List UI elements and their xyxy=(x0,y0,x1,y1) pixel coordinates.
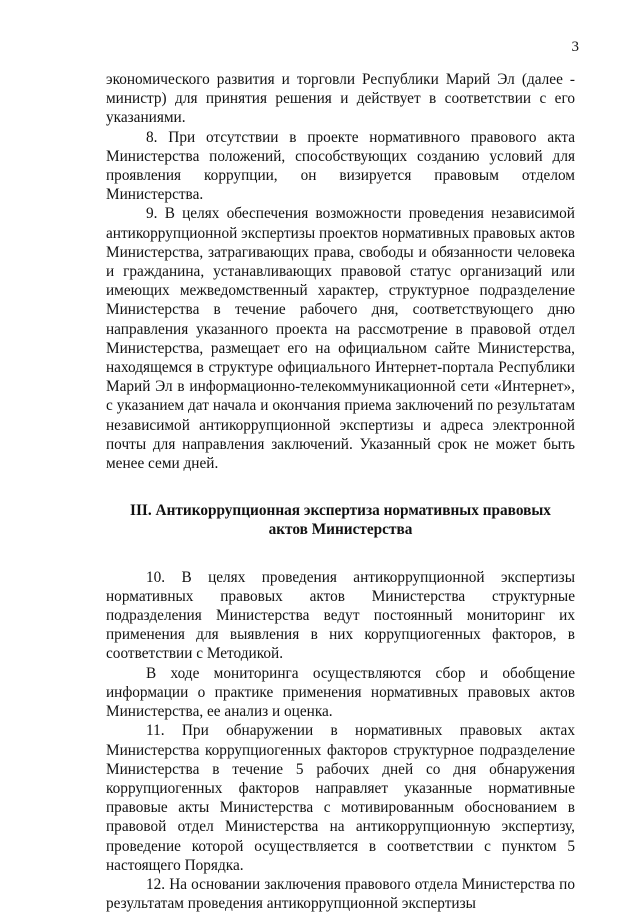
paragraph-10-monitoring: В ходе мониторинга осуществляются сбор и обобщение информации о практике применения нормативных правовых актов Министерства, ее анализ и оценка. xyxy=(106,664,575,721)
paragraph-12: 12. На основании заключения правового отдела Министерства по результатам проведения антикоррупционной экспертизы xyxy=(106,875,575,913)
document-body xyxy=(106,70,575,913)
page-number: 3 xyxy=(571,39,579,55)
paragraph-10: 10. В целях проведения антикоррупционной экспертизы нормативных правовых актов Министерства структурные подразделения Министерства ведут постоянный мониторинг их применения для выявления в них коррупциогенных факторов, в соответствии с Методикой. xyxy=(106,568,575,663)
spacer xyxy=(106,473,575,501)
paragraph-8: 8. При отсутствии в проекте нормативного правового акта Министерства положений, способствующих созданию условий для проявления коррупции, он визируется правовым отделом Министерства. xyxy=(106,128,575,204)
spacer xyxy=(106,540,575,568)
paragraph-continuation: экономического развития и торговли Республики Марий Эл (далее - министр) для принятия решения и действует в соответствии с его указаниями. xyxy=(106,71,575,127)
section-heading-line-2: актов Министерства xyxy=(268,521,413,539)
paragraph-9: 9. В целях обеспечения возможности проведения независимой антикоррупционной экспертизы проектов нормативных правовых актов Министерства, затрагивающих права, свободы и обязанности человека и гражданина, устанавливающих правовой статус организаций или имеющих межведомственный характер, структурное подразделение Министерства в течение рабочего дня, соответствующего дню направления указанного проекта на рассмотрение в правовой отдел Министерства, размещает его на официальном сайте Министерства, находящемся в структуре официального Интернет-портала Республики Марий Эл в информационно-телекоммуникационной сети «Интернет», с указанием дат начала и окончания приема заключений по результатам независимой антикоррупционной экспертизы и адреса электронной почты для направления заключений. Указанный срок не может быть менее семи дней. xyxy=(106,205,575,473)
section-heading xyxy=(106,501,575,539)
paragraph-11: 11. При обнаружении в нормативных правовых актах Министерства коррупциогенных факторов структурное подразделение Министерства в течение 5 рабочих дней со дня обнаружения коррупциогенных факторов направляет указанные нормативные правовые акты Министерства с мотивированным обоснованием в правовой отдел Министерства на антикоррупционную экспертизу, проведение которой осуществляется в соответствии с пунктом 5 настоящего Порядка. xyxy=(106,722,575,874)
section-heading-line-1: III. Антикоррупционная экспертиза нормативных правовых xyxy=(130,502,551,520)
